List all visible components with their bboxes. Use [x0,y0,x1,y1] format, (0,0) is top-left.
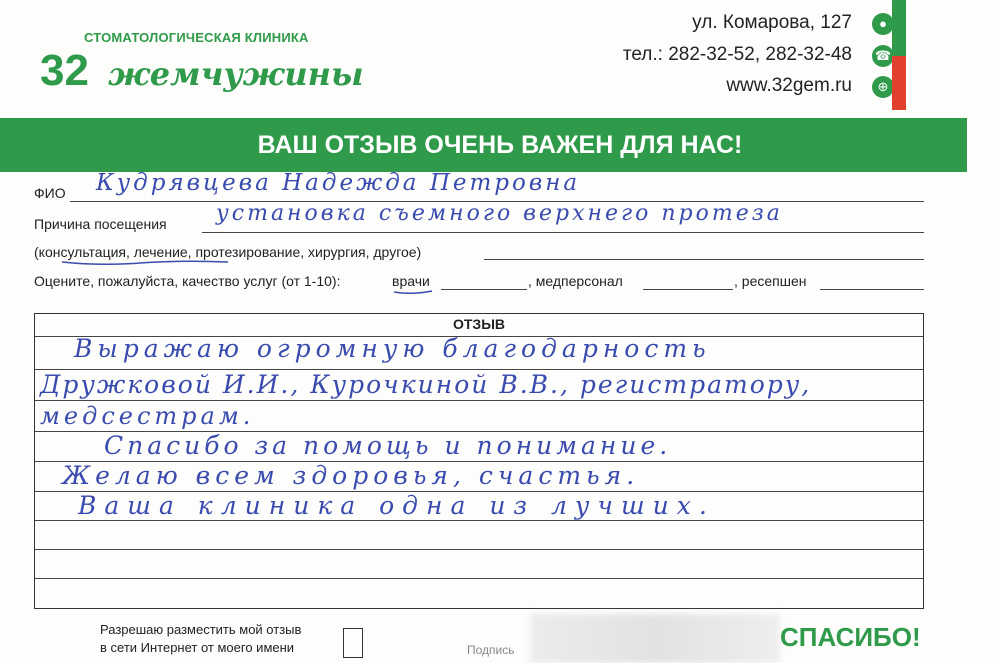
options-underline-mark [60,254,230,268]
reason-underline [202,232,924,233]
review-ruled-line [35,578,923,579]
rating-label: Оцените, пожалуйста, качество услуг (от 1-10): [34,273,341,289]
rating-reception-field[interactable] [820,289,924,290]
globe-icon: ⊕ [872,76,894,98]
clinic-phone: тел.: 282-32-52, 282-32-48 [622,44,852,65]
clinic-address: ул. Комарова, 127 [692,12,852,33]
signature-redacted-area [530,614,780,663]
review-ruled-line [35,549,923,550]
reason-label: Причина посещения [34,216,167,232]
review-line[interactable]: Дружковой И.И., Курочкиной В.В., регистратору, [40,370,812,399]
review-ruled-line [35,520,923,521]
review-line[interactable]: Спасибо за помощь и понимание. [104,431,672,460]
thanks-text: СПАСИБО! [780,622,921,652]
consent-checkbox[interactable] [343,628,363,658]
review-ruled-line [35,400,923,401]
rating-doctors-label: врачи [392,273,430,289]
consent-text-line2: в сети Интернет от моего имени [100,640,295,655]
consent-text-line1: Разрешаю разместить мой отзыв [100,622,302,637]
brand-stripe-green [892,0,906,56]
clinic-logo-name: жемчужины [108,55,364,93]
reason-options: (консультация, лечение, протезирование, хирургия, другое) [34,244,422,260]
review-line[interactable]: медсестрам. [40,402,255,430]
clinic-subtitle: СТОМАТОЛОГИЧЕСКАЯ КЛИНИКА [84,30,309,45]
brand-stripe-red [892,56,906,110]
review-line[interactable]: Желаю всем здоровья, счастья. [62,461,640,490]
review-line[interactable]: Ваша клиника одна из лучших. [78,491,715,520]
review-line[interactable]: Выражаю огромную благодарность [74,334,711,363]
signature-label: Подпись [467,643,515,657]
options-underline [484,259,924,260]
clinic-logo-number: 32 [40,46,89,95]
review-title: ОТЗЫВ [452,316,506,332]
reason-value[interactable]: установка съемного верхнего протеза [216,201,783,226]
phone-icon: ☎ [872,45,894,67]
banner-title: ВАШ ОТЗЫВ ОЧЕНЬ ВАЖЕН ДЛЯ НАС! [257,131,743,159]
doctors-underline-mark [392,286,434,296]
rating-medstaff-field[interactable] [643,289,733,290]
clinic-website: www.32gem.ru [726,75,852,96]
rating-medstaff-label: , медперсонал [528,273,623,289]
name-value[interactable]: Кудрявцева Надежда Петровна [96,170,581,196]
rating-doctors-field[interactable] [441,289,527,290]
location-pin-icon: ● [872,13,894,35]
rating-reception-label: , ресепшен [734,273,807,289]
name-label: ФИО [34,185,66,201]
